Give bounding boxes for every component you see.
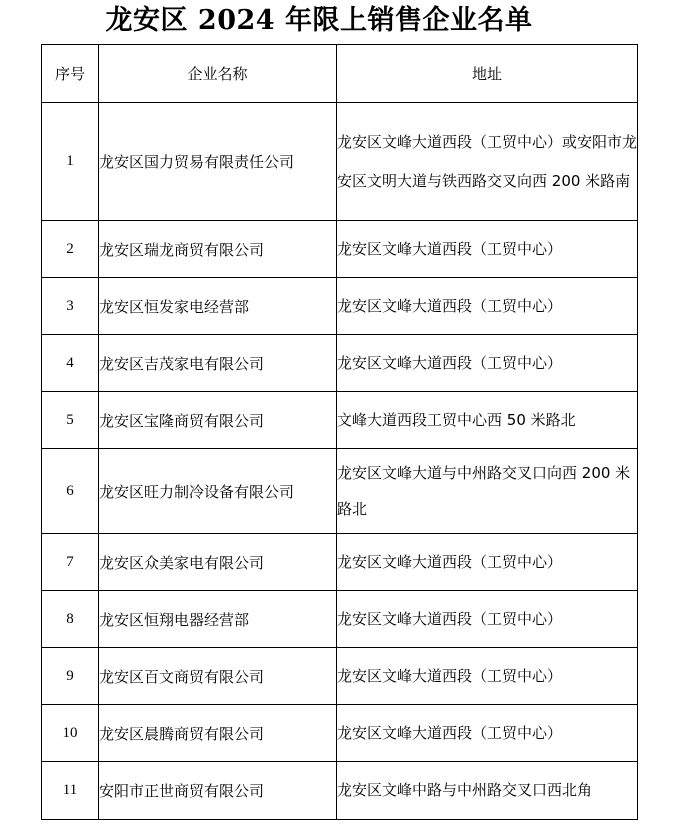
address-cell: 龙安区文峰大道西段（工贸中心）或安阳市龙安区文明大道与铁西路交叉向西 200 米路南 bbox=[337, 103, 638, 221]
company-name-cell: 龙安区恒翔电器经营部 bbox=[99, 591, 337, 648]
table-row bbox=[42, 103, 638, 221]
address-cell: 龙安区文峰大道西段（工贸中心） bbox=[337, 705, 638, 762]
table-row bbox=[42, 534, 638, 591]
serial-number-cell: 4 bbox=[42, 335, 99, 392]
serial-number-cell: 10 bbox=[42, 705, 99, 762]
serial-number-cell: 7 bbox=[42, 534, 99, 591]
company-name-cell: 龙安区吉茂家电有限公司 bbox=[99, 335, 337, 392]
header-address: 地址 bbox=[337, 45, 638, 103]
address-cell: 龙安区文峰大道西段（工贸中心） bbox=[337, 221, 638, 278]
address-cell: 龙安区文峰中路与中州路交叉口西北角 bbox=[337, 762, 638, 820]
serial-number-cell: 1 bbox=[42, 103, 99, 221]
table-header-row bbox=[42, 45, 638, 103]
address-cell: 龙安区文峰大道西段（工贸中心） bbox=[337, 534, 638, 591]
table-row bbox=[42, 392, 638, 449]
company-name-cell: 龙安区晨腾商贸有限公司 bbox=[99, 705, 337, 762]
company-name-cell: 龙安区瑞龙商贸有限公司 bbox=[99, 221, 337, 278]
company-name-cell: 龙安区众美家电有限公司 bbox=[99, 534, 337, 591]
address-cell: 文峰大道西段工贸中心西 50 米路北 bbox=[337, 392, 638, 449]
document-title: 龙安区 2024 年限上销售企业名单 bbox=[105, 5, 533, 36]
serial-number-cell: 5 bbox=[42, 392, 99, 449]
table-row bbox=[42, 278, 638, 335]
table-row bbox=[42, 335, 638, 392]
address-cell: 龙安区文峰大道西段（工贸中心） bbox=[337, 591, 638, 648]
company-name-cell: 安阳市正世商贸有限公司 bbox=[99, 762, 337, 820]
table-row bbox=[42, 648, 638, 705]
address-cell: 龙安区文峰大道与中州路交叉口向西 200 米路北 bbox=[337, 449, 638, 534]
serial-number-cell: 11 bbox=[42, 762, 99, 820]
address-cell: 龙安区文峰大道西段（工贸中心） bbox=[337, 278, 638, 335]
table-row bbox=[42, 591, 638, 648]
table-row bbox=[42, 705, 638, 762]
header-serial-number: 序号 bbox=[42, 45, 99, 103]
header-company-name: 企业名称 bbox=[99, 45, 337, 103]
serial-number-cell: 8 bbox=[42, 591, 99, 648]
company-name-cell: 龙安区宝隆商贸有限公司 bbox=[99, 392, 337, 449]
serial-number-cell: 6 bbox=[42, 449, 99, 534]
table-row bbox=[42, 762, 638, 820]
address-cell: 龙安区文峰大道西段（工贸中心） bbox=[337, 648, 638, 705]
company-name-cell: 龙安区旺力制冷设备有限公司 bbox=[99, 449, 337, 534]
serial-number-cell: 9 bbox=[42, 648, 99, 705]
company-name-cell: 龙安区恒发家电经营部 bbox=[99, 278, 337, 335]
company-name-cell: 龙安区国力贸易有限责任公司 bbox=[99, 103, 337, 221]
company-list-table bbox=[41, 44, 638, 820]
serial-number-cell: 2 bbox=[42, 221, 99, 278]
serial-number-cell: 3 bbox=[42, 278, 99, 335]
address-cell: 龙安区文峰大道西段（工贸中心） bbox=[337, 335, 638, 392]
company-name-cell: 龙安区百文商贸有限公司 bbox=[99, 648, 337, 705]
table-row bbox=[42, 449, 638, 534]
table-row bbox=[42, 221, 638, 278]
